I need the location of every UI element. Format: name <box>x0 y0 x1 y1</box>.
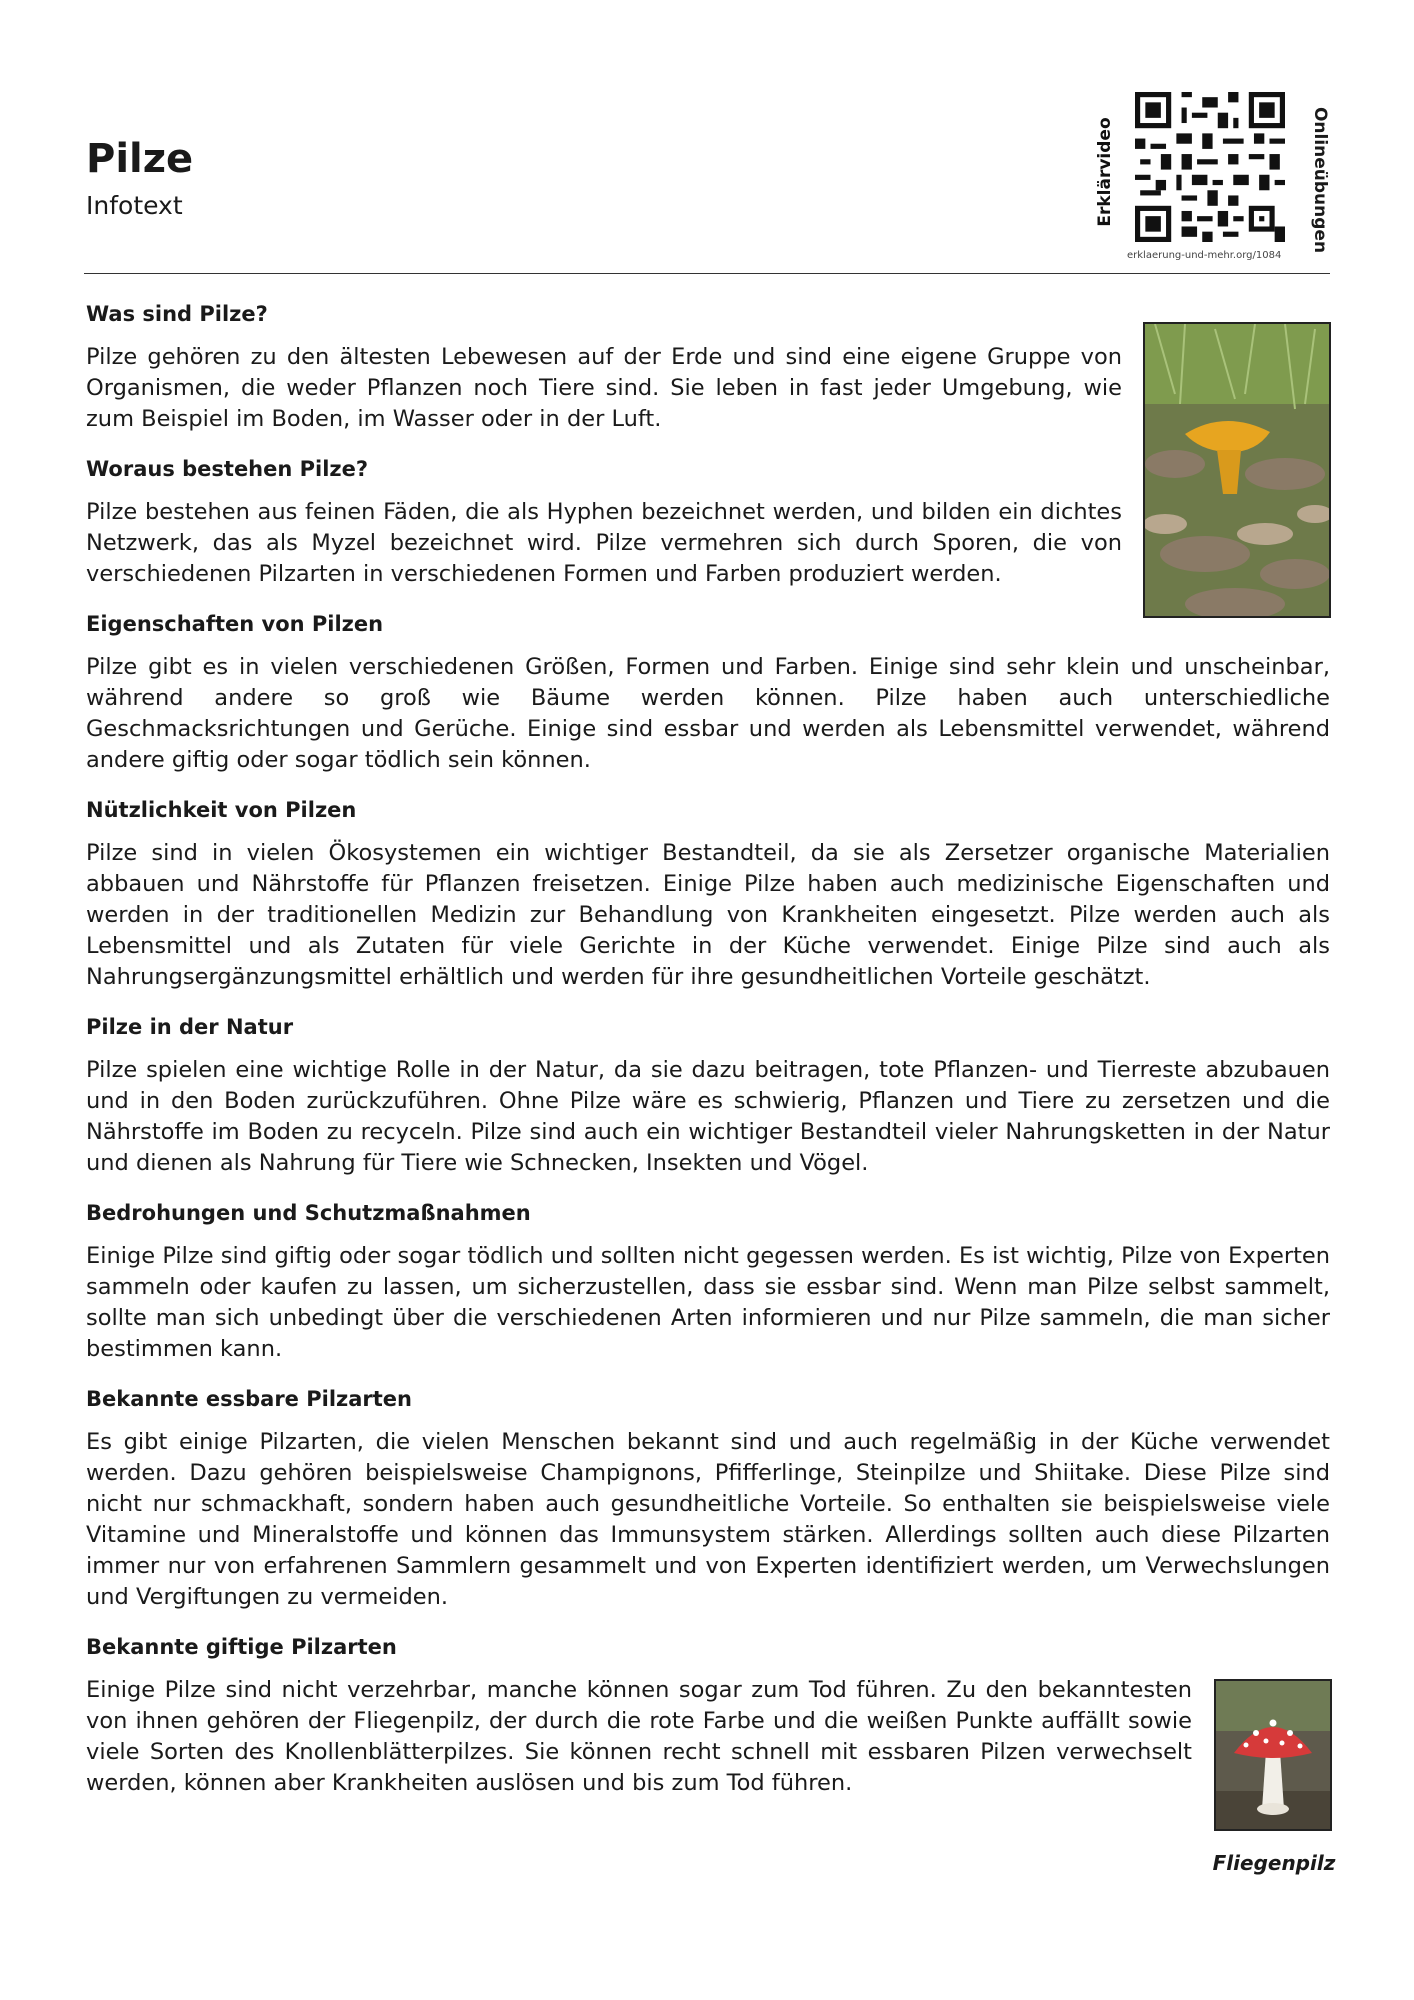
section-what-are-fungi <box>86 300 1330 435</box>
section-composition <box>86 455 1330 590</box>
section-text: Es gibt einige Pilzarten, die vielen Menschen bekannt sind und auch regelmäßig in der Küche verwendet werden. Dazu gehören beispielsweise Champignons, Pfifferlinge, Steinpilze und Shiitake. Diese Pilze sind nicht nur schmackhaft, sondern haben auch gesundheitliche Vorteile. So enthalten sie beispielsweise viele Vitamine und Mineralstoffe und können das Immunsystem stärken. Allerdings sollten auch diese Pilzarten immer nur von erfahrenen Sammlern gesammelt und von Experten identifiziert werden, um Verwechslungen und Vergiftungen zu vermeiden. <box>86 1429 1330 1610</box>
qr-url: erklaerung-und-mehr.org/1084 <box>1127 250 1282 261</box>
qr-block <box>1085 82 1335 272</box>
section-usefulness <box>86 796 1330 993</box>
page-title: Pilze <box>86 136 194 182</box>
section-heading: Bedrohungen und Schutzmaßnahmen <box>86 1201 531 1225</box>
header-divider <box>84 273 1330 274</box>
section-nature <box>86 1013 1330 1179</box>
section-text: Pilze sind in vielen Ökosystemen ein wichtiger Bestandteil, da sie als Zersetzer organische Materialien abbauen und Nährstoffe für Pflanzen freisetzen. Einige Pilze haben auch medizinische Eigenschaften und werden in der traditionellen Medizin zur Behandlung von Krankheiten eingesetzt. Pilze werden auch als Lebensmittel und als Zutaten für viele Gerichte in der Küche verwendet. Einige Pilze sind auch als Nahrungsergänzungsmittel erhältlich und werden für ihre gesundheitlichen Vorteile geschätzt. <box>86 840 1330 990</box>
section-poisonous <box>86 1633 1330 1799</box>
section-heading: Was sind Pilze? <box>86 302 268 326</box>
qr-code-icon[interactable] <box>1135 92 1285 242</box>
section-heading: Bekannte giftige Pilzarten <box>86 1635 397 1659</box>
section-heading: Woraus bestehen Pilze? <box>86 457 369 481</box>
section-heading: Nützlichkeit von Pilzen <box>86 798 357 822</box>
qr-left-label: Erklärvideo <box>1095 117 1115 227</box>
photo-caption: Fliegenpilz <box>1212 1851 1336 1875</box>
qr-right-label: Onlineübungen <box>1310 106 1330 254</box>
fly-agaric-photo-icon <box>1214 1679 1332 1831</box>
section-properties <box>86 610 1330 776</box>
section-text: Einige Pilze sind nicht verzehrbar, manche können sogar zum Tod führen. Zu den bekanntesten von ihnen gehören der Fliegenpilz, der durch die rote Farbe und die weißen Punkte auffällt sowie viele Sorten des Knollenblätterpilzes. Sie können recht schnell mit essbaren Pilzen verwechselt werden, können aber Krankheiten auslösen und bis zum Tod führen. <box>86 1677 1192 1796</box>
section-heading: Eigenschaften von Pilzen <box>86 612 384 636</box>
section-threats <box>86 1199 1330 1365</box>
page-subtitle: Infotext <box>86 191 183 220</box>
document-body <box>86 300 1330 1819</box>
section-text: Einige Pilze sind giftig oder sogar tödlich und sollten nicht gegessen werden. Es ist wichtig, Pilze von Experten sammeln oder kaufen zu lassen, um sicherzustellen, dass sie essbar sind. Wenn man Pilze selbst sammelt, sollte man sich unbedingt über die verschiedenen Arten informieren und nur Pilze sammeln, die man sicher bestimmen kann. <box>86 1243 1330 1362</box>
section-text: Pilze spielen eine wichtige Rolle in der Natur, da sie dazu beitragen, tote Pflanzen- und Tierreste abzubauen und in den Boden zurückzuführen. Ohne Pilze wäre es schwierig, Pflanzen und Tiere zu zersetzen und die Nährstoffe im Boden zu recyceln. Pilze sind auch ein wichtiger Bestandteil vieler Nahrungsketten in der Natur und dienen als Nahrung für Tiere wie Schnecken, Insekten und Vögel. <box>86 1057 1330 1176</box>
section-heading: Pilze in der Natur <box>86 1015 294 1039</box>
section-text: Pilze gehören zu den ältesten Lebewesen auf der Erde und sind eine eigene Gruppe von Organismen, die weder Pflanzen noch Tiere sind. Sie leben in fast jeder Umgebung, wie zum Beispiel im Boden, im Wasser oder in der Luft. <box>86 344 1122 432</box>
section-heading: Bekannte essbare Pilzarten <box>86 1387 413 1411</box>
section-text: Pilze bestehen aus feinen Fäden, die als Hyphen bezeichnet werden, und bilden ein dichtes Netzwerk, das als Myzel bezeichnet wird. Pilze vermehren sich durch Sporen, die von verschiedenen Pilzarten in verschiedenen Formen und Farben produziert werden. <box>86 499 1122 587</box>
section-edible <box>86 1385 1330 1613</box>
section-text: Pilze gibt es in vielen verschiedenen Größen, Formen und Farben. Einige sind sehr klein und unscheinbar, während andere so groß wie Bäume werden können. Pilze haben auch unterschiedliche Geschmacksrichtungen und Gerüche. Einige sind essbar und werden als Lebensmittel verwendet, während andere giftig oder sogar tödlich sein können. <box>86 654 1330 773</box>
